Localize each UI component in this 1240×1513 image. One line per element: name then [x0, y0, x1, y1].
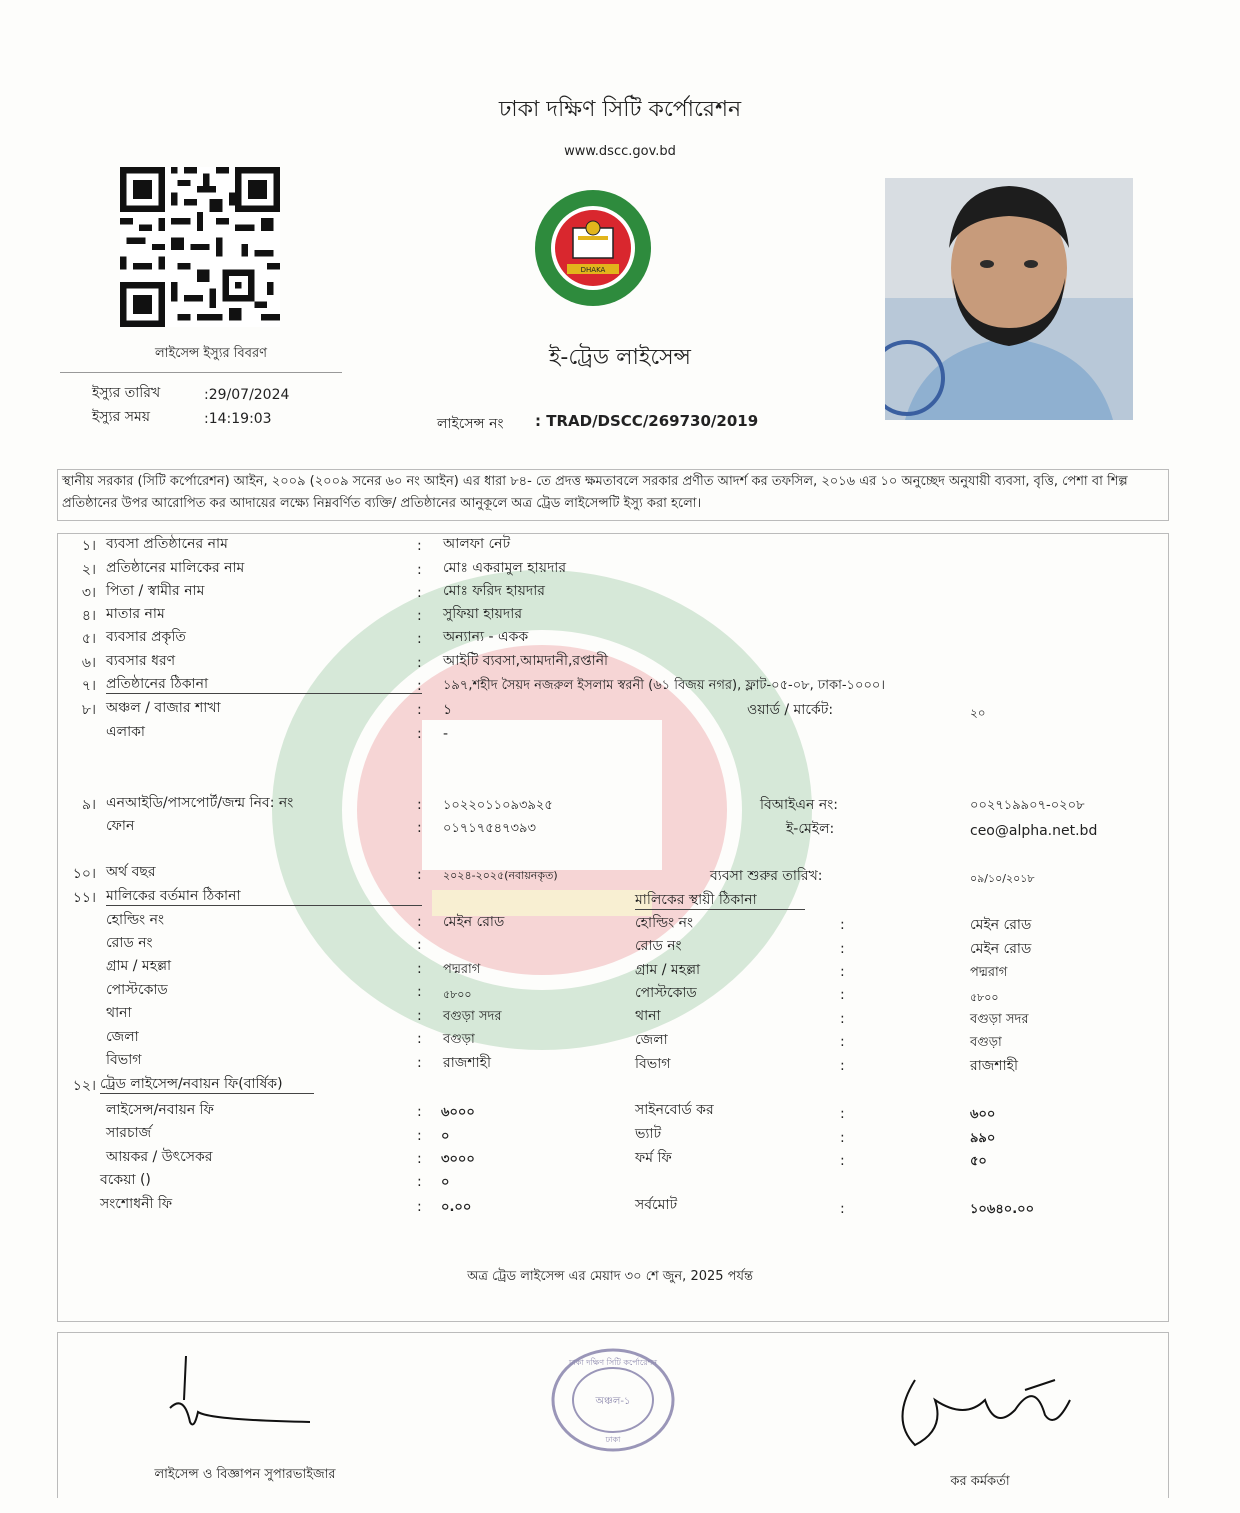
business-nature-label: ব্যবসার প্রকৃতি: [106, 629, 186, 645]
start-date-value: ০৯/১০/২০১৮: [970, 872, 1035, 885]
seal-center-text: অঞ্চল-১: [595, 1396, 631, 1407]
colon: :: [417, 585, 422, 601]
colon: :: [417, 820, 422, 836]
zone-label: অঞ্চল / বাজার শাখা: [106, 700, 221, 716]
license-number-label: লাইসেন্স নং: [437, 416, 504, 432]
phone-label: ফোন: [106, 818, 135, 834]
row-number: ৫।: [81, 631, 96, 647]
bin-value: ০০২৭১৯৯০৭-০২০৮: [970, 798, 1085, 813]
colon: :: [417, 702, 422, 718]
colon: :: [417, 984, 422, 1000]
arrears-label: বকেয়া (): [100, 1172, 151, 1188]
area-label: এলাকা: [106, 724, 145, 740]
svg-text:DHAKA: DHAKA: [580, 266, 606, 274]
permanent-thana-value: বগুড়া সদর: [970, 1012, 1029, 1027]
permanent-road-value: মেইন রোড: [970, 941, 1032, 957]
permanent-district-label: জেলা: [635, 1032, 668, 1048]
owner-name-label: প্রতিষ্ঠানের মালিকের নাম: [106, 560, 245, 576]
colon: :: [417, 726, 422, 742]
issue-date-label: ইস্যুর তারিখ: [92, 385, 161, 401]
row-number: ২।: [81, 562, 96, 578]
owner-photo: [885, 178, 1133, 420]
colon: :: [840, 1201, 845, 1217]
colon: :: [417, 678, 422, 694]
colon: :: [417, 797, 422, 813]
row-number: ১২।: [72, 1078, 96, 1094]
validity-note: অত্র ট্রেড লাইসেন্স এর মেয়াদ ৩০ শে জুন, 2025 পর্যন্ত: [467, 1269, 753, 1284]
arrears-value: ০: [441, 1175, 450, 1190]
signboard-tax-value: ৬০০: [970, 1107, 996, 1122]
colon: :: [417, 867, 422, 883]
colon: :: [417, 562, 422, 578]
colon: :: [417, 1055, 422, 1071]
email-label: ই-মেইল:: [786, 821, 835, 837]
income-tax-value: ৩০০০: [441, 1152, 475, 1167]
business-name-value: আলফা নেট: [443, 536, 511, 552]
colon: :: [417, 1031, 422, 1047]
ward-value: ২০: [970, 706, 986, 720]
colon: :: [840, 987, 845, 1003]
permanent-address-heading: মালিকের স্থায়ী ঠিকানা: [635, 891, 805, 910]
corporation-logo: [533, 188, 653, 308]
form-fee-value: ৫০: [970, 1154, 987, 1169]
colon: :: [417, 1128, 422, 1144]
row-number: ১০।: [72, 866, 96, 882]
permanent-holding-value: মেইন রোড: [970, 917, 1032, 933]
business-nature-value: অন্যান্য - একক: [443, 629, 529, 645]
nid-value: ১০২২০১১০৯৩৯২৫: [443, 798, 553, 813]
business-address-label: প্রতিষ্ঠানের ঠিকানা: [106, 675, 422, 694]
seal-top-text: ঢাকা দক্ষিণ সিটি কর্পোরেশন: [568, 1358, 658, 1367]
business-name-label: ব্যবসা প্রতিষ্ঠানের নাম: [106, 536, 228, 552]
permanent-thana-label: থানা: [635, 1008, 661, 1024]
tax-officer-signature: [885, 1360, 1085, 1460]
surcharge-value: ০: [441, 1129, 450, 1144]
signboard-tax-label: সাইনবোর্ড কর: [635, 1102, 714, 1118]
license-number-value: : TRAD/DSCC/269730/2019: [535, 412, 759, 430]
fiscal-year-label: অর্থ বছর: [106, 864, 156, 880]
current-village-value: পদ্মরাগ: [443, 962, 481, 977]
email-value: ceo@alpha.net.bd: [970, 823, 1098, 839]
current-holding-label: হোল্ডিং নং: [106, 912, 164, 928]
intro-paragraph: স্থানীয় সরকার (সিটি কর্পোরেশন) আইন, ২০০৯ (২০০৯ সনের ৬০ নং আইন) এর ধারা ৮৪- তে প্রদত্ত ক্ষমতাবলে সরকার প্রণীত আদর্শ কর তফসিল, ২০১৬ এর ১০ অনুচ্ছেদ অনুযায়ী ব্যবসা, বৃত্তি, পেশা বা শিল্প প্রতিষ্ঠানের উপর আরোপিত কর আদায়ের লক্ষ্যে নিম্নবর্ণিত ব্যক্তি/ প্রতিষ্ঠানের আনুকূলে অত্র ট্রেড লাইসেন্সটি ইস্যু করা হলো।: [57, 469, 1169, 521]
document-title: ই-ট্রেড লাইসেন্স: [548, 345, 691, 370]
surcharge-label: সারচার্জ: [106, 1125, 152, 1141]
colon: :: [417, 961, 422, 977]
row-number: ৮।: [81, 702, 96, 718]
row-number: ৯।: [81, 797, 96, 813]
business-type-value: আইটি ব্যবসা,আমদানী,রপ্তানী: [443, 653, 609, 669]
colon: :: [417, 655, 422, 671]
row-number: ৪।: [81, 608, 96, 624]
current-district-label: জেলা: [106, 1029, 139, 1045]
office-seal: [548, 1345, 678, 1455]
area-value: -: [443, 726, 449, 742]
current-postcode-label: পোস্টকোড: [106, 982, 168, 998]
current-district-value: বগুড়া: [443, 1032, 475, 1047]
colon: :: [417, 1151, 422, 1167]
current-division-label: বিভাগ: [106, 1052, 142, 1068]
amendment-fee-value: ০.০০: [441, 1200, 472, 1215]
row-number: ৩।: [81, 585, 96, 601]
colon: :: [417, 538, 422, 554]
permanent-village-value: পদ্মরাগ: [970, 965, 1008, 980]
total-label: সর্বমোট: [635, 1197, 678, 1213]
license-fee-label: লাইসেন্স/নবায়ন ফি: [106, 1102, 214, 1118]
issue-details-heading: লাইসেন্স ইস্যুর বিবরণ: [155, 346, 267, 361]
row-number: ৬।: [81, 655, 96, 671]
current-road-label: রোড নং: [106, 935, 153, 951]
issue-time-value: :14:19:03: [204, 411, 272, 427]
permanent-postcode-label: পোস্টকোড: [635, 985, 697, 1001]
permanent-village-label: গ্রাম / মহল্লা: [635, 962, 701, 978]
colon: :: [840, 1130, 845, 1146]
permanent-road-label: রোড নং: [635, 938, 682, 954]
father-name-label: পিতা / স্বামীর নাম: [106, 583, 205, 599]
corporation-title: ঢাকা দক্ষিণ সিটি কর্পোরেশন: [498, 97, 742, 122]
vat-label: ভ্যাট: [635, 1126, 662, 1142]
colon: :: [417, 631, 422, 647]
permanent-postcode-value: ৫৮০০: [970, 991, 999, 1004]
current-division-value: রাজশাহী: [443, 1055, 491, 1071]
colon: :: [417, 1008, 422, 1024]
row-number: ১।: [81, 538, 96, 554]
row-number: ৭।: [81, 678, 96, 694]
fees-heading: ট্রেড লাইসেন্স/নবায়ন ফি(বার্ষিক): [100, 1075, 314, 1094]
colon: :: [840, 1153, 845, 1169]
business-type-label: ব্যবসার ধরণ: [106, 653, 176, 669]
mother-name-value: সুফিয়া হায়দার: [443, 606, 523, 622]
income-tax-label: আয়কর / উৎসেকর: [106, 1149, 213, 1165]
amendment-fee-label: সংশোধনী ফি: [100, 1196, 173, 1212]
qr-code: [120, 167, 280, 327]
colon: :: [417, 937, 422, 953]
seal-bottom-text: ঢাকা: [605, 1435, 621, 1444]
permanent-division-value: রাজশাহী: [970, 1058, 1018, 1074]
current-address-heading: মালিকের বর্তমান ঠিকানা: [106, 887, 422, 906]
current-postcode-value: ৫৮০০: [443, 988, 472, 1001]
license-fee-value: ৬০০০: [441, 1105, 475, 1120]
tax-officer-title: কর কর্মকর্তা: [950, 1474, 1010, 1489]
start-date-label: ব্যবসা শুরুর তারিখ:: [710, 868, 823, 884]
supervisor-signature: [150, 1350, 320, 1445]
permanent-district-value: বগুড়া: [970, 1035, 1002, 1050]
colon: :: [840, 1034, 845, 1050]
colon: :: [417, 1104, 422, 1120]
website-url: www.dscc.gov.bd: [564, 144, 676, 159]
ward-label: ওয়ার্ড / মার্কেট:: [747, 702, 834, 718]
divider: [60, 372, 342, 373]
father-name-value: মোঃ ফরিদ হায়দার: [443, 583, 545, 599]
colon: :: [840, 964, 845, 980]
colon: :: [417, 608, 422, 624]
business-address-value: ১৯৭,শহীদ সৈয়দ নজরুল ইসলাম স্বরনী (৬১ বিজয় নগর), ফ্লাট-০৫-০৮, ঢাকা-১০০০।: [443, 678, 885, 693]
nid-label: এনআইডি/পাসপোর্ট/জন্ম নিব: নং: [106, 795, 294, 811]
colon: :: [840, 1058, 845, 1074]
colon: :: [840, 917, 845, 933]
colon: :: [840, 1106, 845, 1122]
mother-name-label: মাতার নাম: [106, 606, 165, 622]
phone-value: ০১৭১৭৫৪৭৩৯৩: [443, 821, 536, 836]
supervisor-title: লাইসেন্স ও বিজ্ঞাপন সুপারভাইজার: [154, 1467, 336, 1482]
permanent-holding-label: হোল্ডিং নং: [635, 915, 693, 931]
issue-date-value: :29/07/2024: [204, 387, 290, 403]
total-value: ১০৬৪০.০০: [970, 1202, 1035, 1217]
colon: :: [840, 941, 845, 957]
form-fee-label: ফর্ম ফি: [635, 1150, 672, 1166]
zone-value: ১: [443, 702, 453, 718]
colon: :: [417, 914, 422, 930]
current-holding-value: মেইন রোড: [443, 914, 505, 930]
owner-name-value: মোঃ একরামুল হায়দার: [443, 560, 567, 576]
issue-time-label: ইস্যুর সময়: [92, 409, 151, 425]
vat-value: ৯৯০: [970, 1131, 996, 1146]
fiscal-year-value: ২০২৪-২০২৫(নবায়নকৃত): [443, 869, 558, 882]
permanent-division-label: বিভাগ: [635, 1056, 671, 1072]
current-village-label: গ্রাম / মহল্লা: [106, 958, 172, 974]
bin-label: বিআইএন নং:: [760, 797, 838, 813]
current-thana-label: থানা: [106, 1005, 132, 1021]
colon: :: [840, 1011, 845, 1027]
row-number: ১১।: [72, 890, 96, 906]
colon: :: [417, 1174, 422, 1190]
colon: :: [417, 1199, 422, 1215]
current-thana-value: বগুড়া সদর: [443, 1009, 502, 1024]
